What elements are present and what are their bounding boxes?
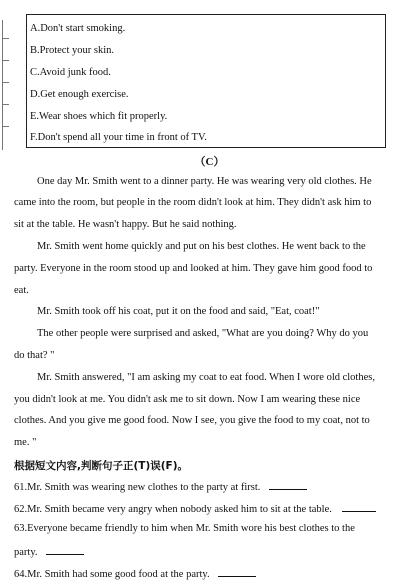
passage-line: party. Everyone in the room stood up and looked at him. They gave him good food to — [14, 263, 373, 274]
passage-line: Mr. Smith answered, "I am asking my coat to eat food. When I wore old clothes, — [37, 372, 375, 383]
option-a: A.Don't start smoking. — [30, 23, 126, 34]
options-box — [26, 14, 386, 148]
answer-blank-61[interactable] — [269, 479, 307, 490]
margin-tick — [2, 126, 9, 127]
passage-line: The other people were surprised and asked, "What are you doing? Why do you — [37, 328, 369, 339]
question-63-cont — [14, 544, 84, 560]
answer-blank-64[interactable] — [218, 566, 256, 577]
passage-line: you didn't look at me. You didn't ask me to sit down. Now I am wearing these nice — [14, 394, 361, 405]
question-62 — [14, 501, 376, 517]
margin-tick — [2, 82, 9, 83]
option-e: E.Wear shoes which fit properly. — [30, 111, 168, 122]
answer-blank-63[interactable] — [46, 544, 84, 555]
section-title: （C） — [194, 156, 225, 168]
passage-line: Mr. Smith took off his coat, put it on the food and said, "Eat, coat!" — [37, 306, 320, 317]
question-64 — [14, 566, 256, 582]
margin-tick — [2, 38, 9, 39]
passage-line: me. " — [14, 437, 37, 448]
option-c: C.Avoid junk food. — [30, 67, 111, 78]
passage-line: sit at the table. He wasn't happy. But he said nothing. — [14, 219, 237, 230]
question-64-text: 64.Mr. Smith had some good food at the party. — [14, 569, 210, 580]
answer-blank-62[interactable] — [342, 501, 376, 512]
passage-line: came into the room, but people in the room didn't look at him. They didn't ask him to — [14, 197, 372, 208]
passage-line: do that? " — [14, 350, 55, 361]
question-61-text: 61.Mr. Smith was wearing new clothes to the party at first. — [14, 482, 261, 493]
passage-line: Mr. Smith went home quickly and put on his best clothes. He went back to the — [37, 241, 366, 252]
margin-tick — [2, 60, 9, 61]
passage-line: clothes. And you give me good food. Now I see, you give the food to my coat, not to — [14, 415, 370, 426]
option-d: D.Get enough exercise. — [30, 89, 129, 100]
passage-line: eat. — [14, 285, 29, 296]
option-b: B.Protect your skin. — [30, 45, 114, 56]
margin-rule — [2, 20, 4, 150]
instruction: 根据短文内容,判断句子正(T)误(F)。 — [14, 460, 189, 472]
question-62-text: 62.Mr. Smith became very angry when nobody asked him to sit at the table. — [14, 504, 332, 515]
passage-line: One day Mr. Smith went to a dinner party. He was wearing very old clothes. He — [37, 176, 372, 187]
question-61 — [14, 479, 307, 495]
question-63-text-cont: party. — [14, 547, 38, 558]
question-63: 63.Everyone became friendly to him when Mr. Smith wore his best clothes to the — [14, 523, 355, 534]
margin-tick — [2, 104, 9, 105]
option-f: F.Don't spend all your time in front of TV. — [30, 132, 207, 143]
